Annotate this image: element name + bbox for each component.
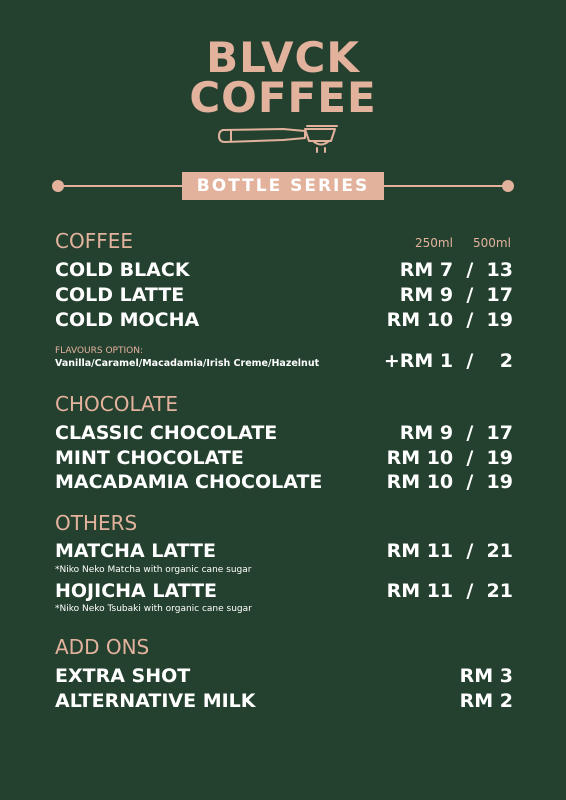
size-header-large: 500ml	[473, 236, 511, 250]
brand-logo	[0, 33, 566, 154]
menu-item-name: HOJICHA LATTE	[55, 580, 218, 602]
menu-item-price: RM 10 / 19	[386, 471, 513, 493]
menu-item-name: ALTERNATIVE MILK	[55, 690, 256, 712]
section-title-addons: ADD ONS	[55, 635, 150, 659]
menu-item-name: EXTRA SHOT	[55, 665, 191, 687]
menu-item-price: RM 11 / 21	[386, 540, 513, 562]
menu-item-name: COLD BLACK	[55, 259, 190, 281]
flavours-list: Vanilla/Caramel/Macadamia/Irish Creme/Hazelnut	[55, 358, 320, 369]
divider-dot-left	[52, 180, 64, 192]
series-banner: BOTTLE SERIES	[182, 172, 384, 200]
menu-item-note: *Niko Neko Tsubaki with organic cane sugar	[55, 604, 252, 614]
menu-item-name: CLASSIC CHOCOLATE	[55, 422, 278, 444]
brand-name-line1: BLVCK	[206, 33, 360, 82]
menu-item-name: COLD LATTE	[55, 284, 185, 306]
menu-item-name: MACADAMIA CHOCOLATE	[55, 471, 323, 493]
menu-item-name: MATCHA LATTE	[55, 540, 216, 562]
menu-item-price: RM 11 / 21	[386, 580, 513, 602]
menu-item-price: RM 2	[459, 690, 513, 712]
size-header-small: 250ml	[415, 236, 453, 250]
menu-item-price: RM 3	[459, 665, 513, 687]
menu-item-price: RM 7 / 13	[399, 259, 513, 281]
menu-item-note: *Niko Neko Matcha with organic cane sugar	[55, 565, 252, 575]
divider-dot-right	[502, 180, 514, 192]
menu-item-name: COLD MOCHA	[55, 309, 200, 331]
menu-item-price: RM 10 / 19	[386, 309, 513, 331]
section-title-chocolate: CHOCOLATE	[55, 392, 179, 416]
menu-item-price: RM 10 / 19	[386, 447, 513, 469]
menu-item-price: RM 9 / 17	[399, 284, 513, 306]
flavours-label: FLAVOURS OPTION:	[55, 346, 143, 356]
portafilter-icon	[213, 118, 353, 154]
brand-name-line2: COFFEE	[189, 73, 377, 122]
menu-item-price: RM 9 / 17	[399, 422, 513, 444]
menu-item-name: MINT CHOCOLATE	[55, 447, 244, 469]
flavours-price: +RM 1 / 2	[383, 350, 513, 372]
section-title-others: OTHERS	[55, 511, 138, 535]
section-title-coffee: COFFEE	[55, 229, 133, 253]
